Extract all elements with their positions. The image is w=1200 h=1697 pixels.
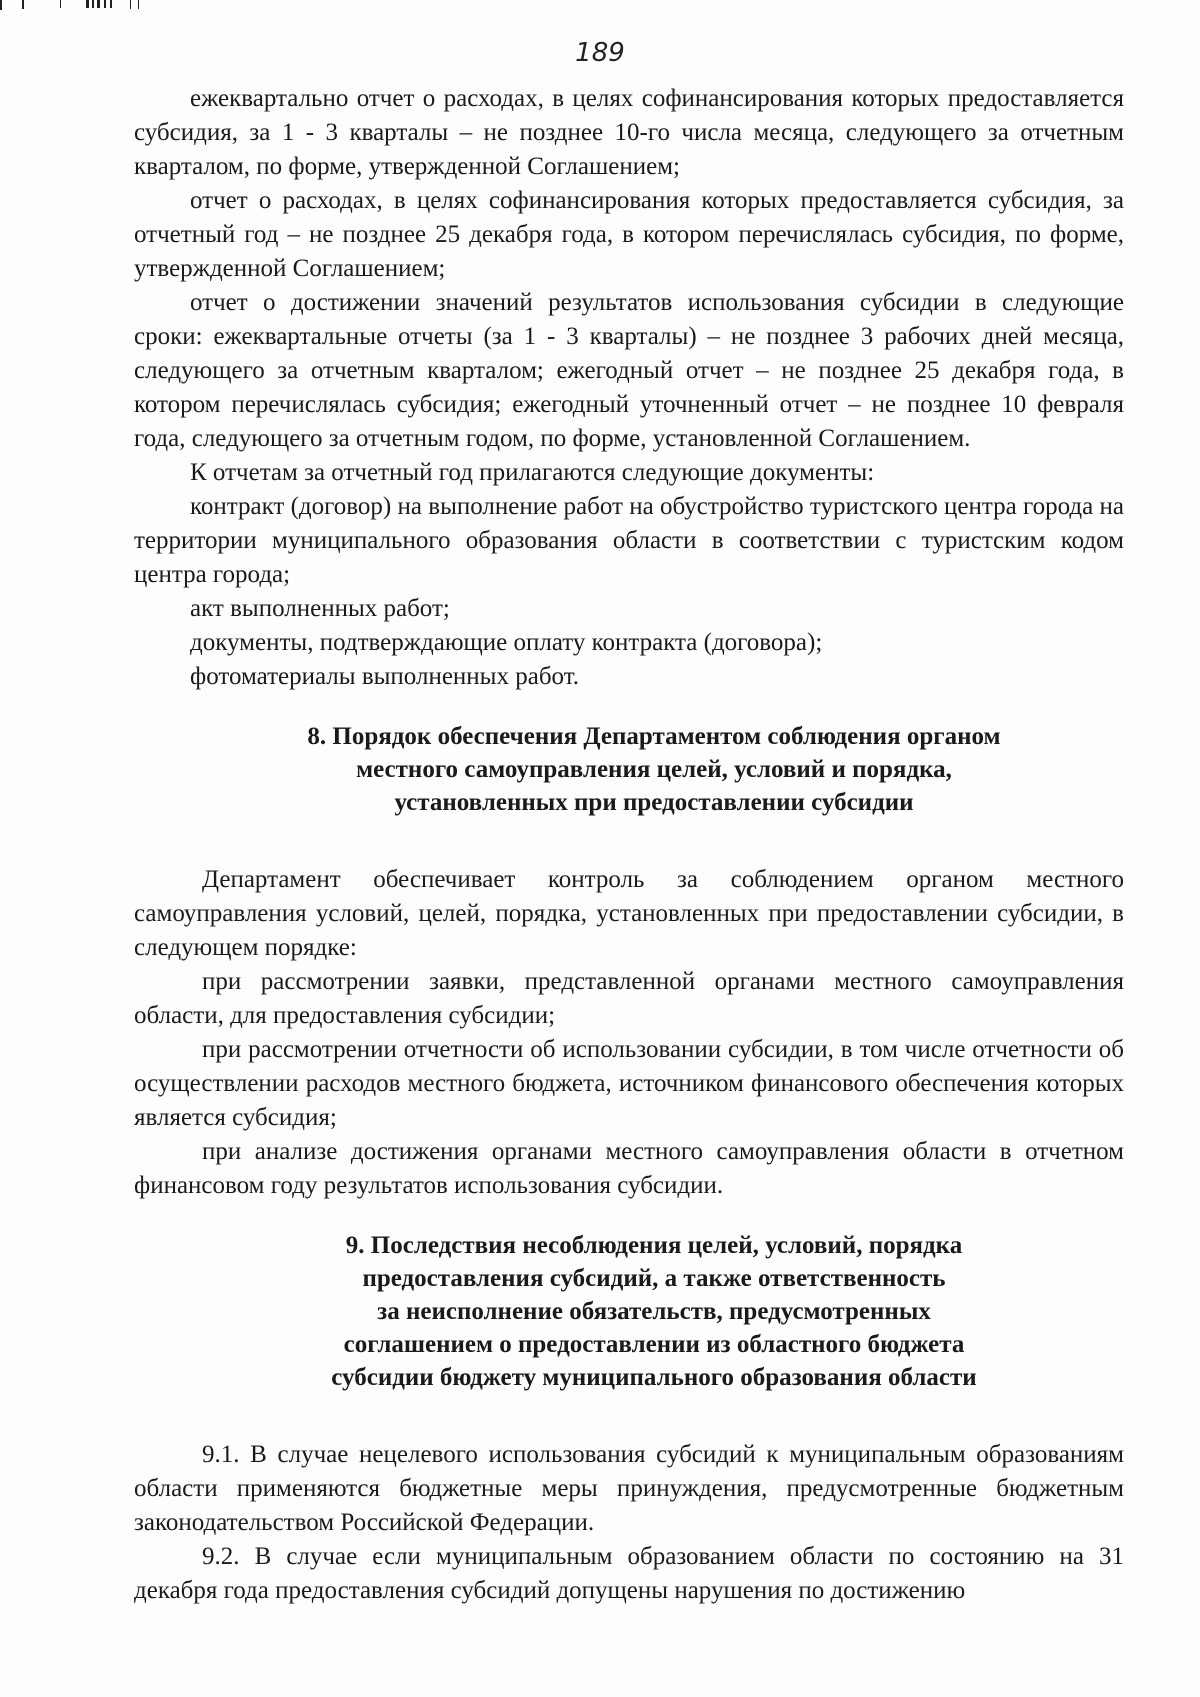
paragraph: отчет о расходах, в целях софинансирования которых предоставляется субсидия, за отчетный год – не позднее 25 декабря года, в котором перечислялась субсидия, по форме, утвержденной Соглашением; (134, 187, 1124, 282)
paragraph: при рассмотрении отчетности об использовании субсидии, в том числе отчетности об осуществлении расходов местного бюджета, источником финансового обеспечения которых является субсидия; (134, 1036, 1124, 1131)
paragraph: 9.2. В случае если муниципальным образованием области по состоянию на 31 декабря года предоставления субсидий допущены нарушения по достижению (134, 1543, 1124, 1604)
paragraph: К отчетам за отчетный год прилагаются следующие документы: (190, 459, 875, 486)
paragraph: акт выполненных работ; (190, 595, 450, 622)
heading-line: 9. Последствия несоблюдения целей, условий, порядка (345, 1232, 963, 1259)
heading-line: за неисполнение обязательств, предусмотренных (377, 1298, 931, 1325)
paragraph: при анализе достижения органами местного самоуправления области в отчетном финансовом году результатов использования субсидии. (134, 1138, 1124, 1199)
heading-line: предоставления субсидий, а также ответственность (362, 1265, 946, 1292)
heading-line: 8. Порядок обеспечения Департаментом соблюдения органом (307, 723, 1001, 750)
paragraph: контракт (договор) на выполнение работ на обустройство туристского центра города на территории муниципального образования области в соответствии с туристским кодом центра города; (134, 493, 1124, 588)
document-body (134, 82, 1124, 1608)
section-9-heading (134, 1229, 1124, 1394)
paragraph: документы, подтверждающие оплату контракта (договора); (190, 629, 823, 656)
paragraph: отчет о достижении значений результатов использования субсидии в следующие сроки: ежеквартальные отчеты (за 1 - 3 кварталы) – не позднее 3 рабочих дней месяца, следующего за отчетным кварталом; ежегодный отчет – не позднее 25 декабря года, в котором перечислялась субсидия; ежегодный уточненный отчет – не позднее 10 февраля года, следующего за отчетным годом, по форме, установленной Соглашением. (134, 289, 1124, 452)
heading-line: соглашением о предоставлении из областного бюджета (343, 1331, 965, 1358)
paragraph: при рассмотрении заявки, представленной органами местного самоуправления области, для предоставления субсидии; (134, 968, 1124, 1029)
heading-line: местного самоуправления целей, условий и порядка, (356, 756, 952, 783)
scan-artifact (0, 0, 160, 12)
paragraph: 9.1. В случае нецелевого использования субсидий к муниципальным образованиям области применяются бюджетные меры принуждения, предусмотренные бюджетным законодательством Российской Федерации. (134, 1441, 1124, 1536)
paragraph: ежеквартально отчет о расходах, в целях софинансирования которых предоставляется субсидия, за 1 - 3 кварталы – не позднее 10-го числа месяца, следующего за отчетным кварталом, по форме, утвержденной Соглашением; (134, 85, 1124, 180)
section-8-heading (134, 720, 1124, 819)
paragraph: Департамент обеспечивает контроль за соблюдением органом местного самоуправления условий, целей, порядка, установленных при предоставлении субсидии, в следующем порядке: (134, 866, 1124, 961)
page-number: 189 (575, 38, 625, 68)
paragraph: фотоматериалы выполненных работ. (190, 663, 580, 690)
heading-line: установленных при предоставлении субсидии (394, 789, 914, 816)
heading-line: субсидии бюджету муниципального образования области (331, 1364, 977, 1391)
